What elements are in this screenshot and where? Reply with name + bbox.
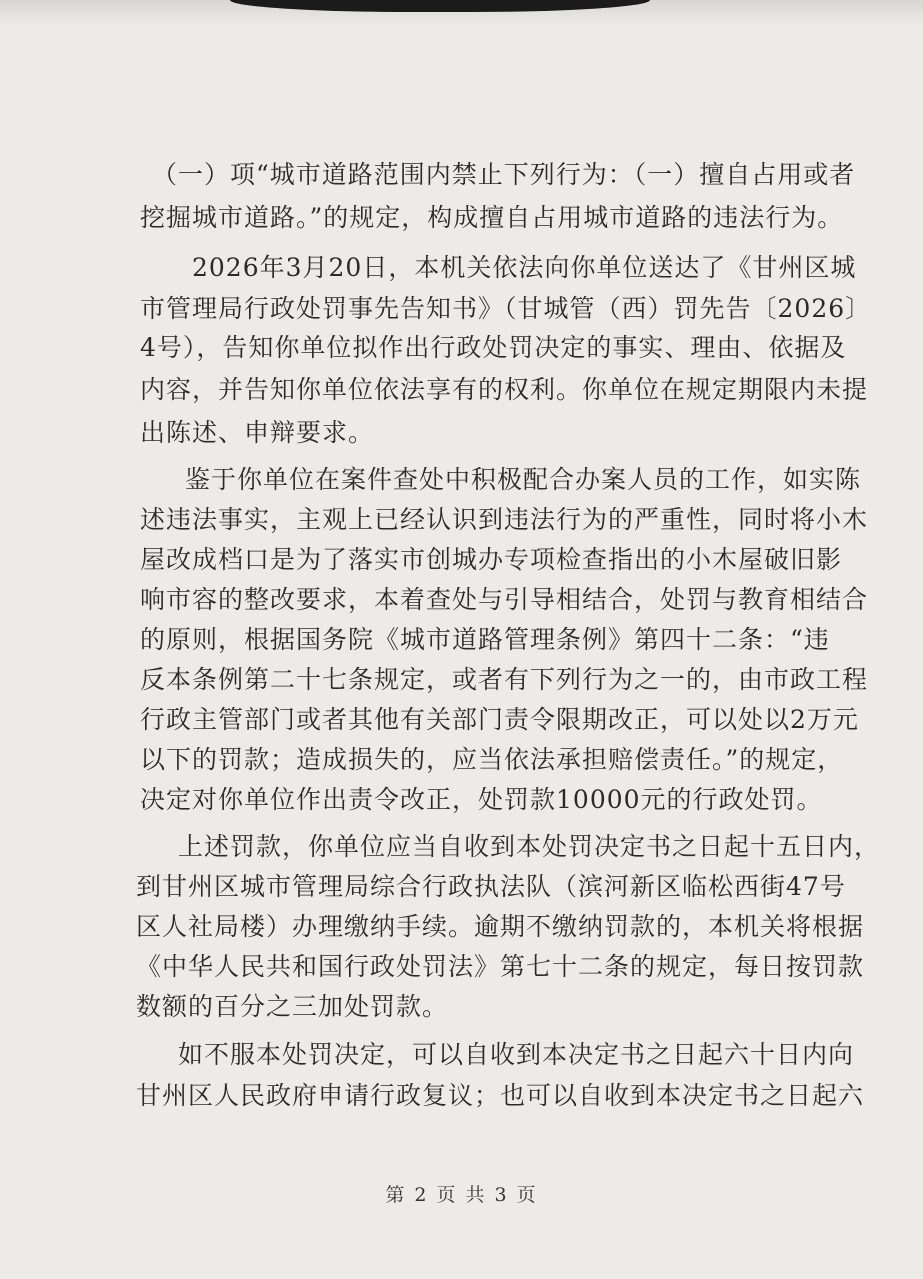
text-line: 《中华人民共和国行政处罚法》第七十二条的规定，每日按罚款	[136, 952, 865, 981]
text-line: （一）项“城市道路范围内禁止下列行为：（一）擅自占用或者	[152, 160, 856, 189]
text-line: 决定对你单位作出责令改正，处罚款10000元的行政处罚。	[140, 785, 823, 814]
text-line: 数额的百分之三加处罚款。	[136, 992, 449, 1021]
text-line: 述违法事实，主观上已经认识到违法行为的严重性，同时将小木	[140, 505, 869, 534]
text-line: 4号），告知你单位拟作出行政处罚决定的事实、理由、依据及	[140, 333, 847, 362]
text-line: 市管理局行政处罚事先告知书》（甘城管（西）罚先告〔2026〕	[140, 294, 872, 323]
text-line: 鉴于你单位在案件查处中积极配合办案人员的工作，如实陈	[185, 465, 862, 494]
page-number-footer: 第 2 页 共 3 页	[385, 1184, 538, 1206]
text-line: 到甘州区城市管理局综合行政执法队（滨河新区临松西街47号	[136, 872, 846, 901]
text-line: 2026年3月20日，本机关依法向你单位送达了《甘州区城	[192, 253, 857, 282]
text-line: 屋改成档口是为了落实市创城办专项检查指出的小木屋破旧影	[140, 545, 843, 574]
text-line: 挖掘城市道路。”的规定，构成擅自占用城市道路的违法行为。	[140, 203, 844, 232]
text-line: 甘州区人民政府申请行政复议；也可以自收到本决定书之日起六	[136, 1081, 865, 1110]
text-line: 上述罚款，你单位应当自收到本处罚决定书之日起十五日内，	[178, 832, 881, 861]
text-line: 响市容的整改要求，本着查处与引导相结合，处罚与教育相结合	[140, 585, 869, 614]
text-line: 以下的罚款；造成损失的，应当依法承担赔偿责任。”的规定，	[140, 745, 844, 774]
text-line: 反本条例第二十七条规定，或者有下列行为之一的，由市政工程	[140, 665, 869, 694]
text-line: 出陈述、申辩要求。	[140, 418, 375, 447]
text-line: 的原则，根据国务院《城市道路管理条例》第四十二条：“违	[140, 625, 830, 654]
text-line: 内容，并告知你单位依法享有的权利。你单位在规定期限内未提	[140, 375, 869, 404]
text-line: 如不服本处罚决定，可以自收到本决定书之日起六十日内向	[178, 1040, 855, 1069]
text-line: 区人社局楼）办理缴纳手续。逾期不缴纳罚款的，本机关将根据	[136, 912, 865, 941]
text-line: 行政主管部门或者其他有关部门责令限期改正，可以处以2万元	[140, 705, 859, 734]
